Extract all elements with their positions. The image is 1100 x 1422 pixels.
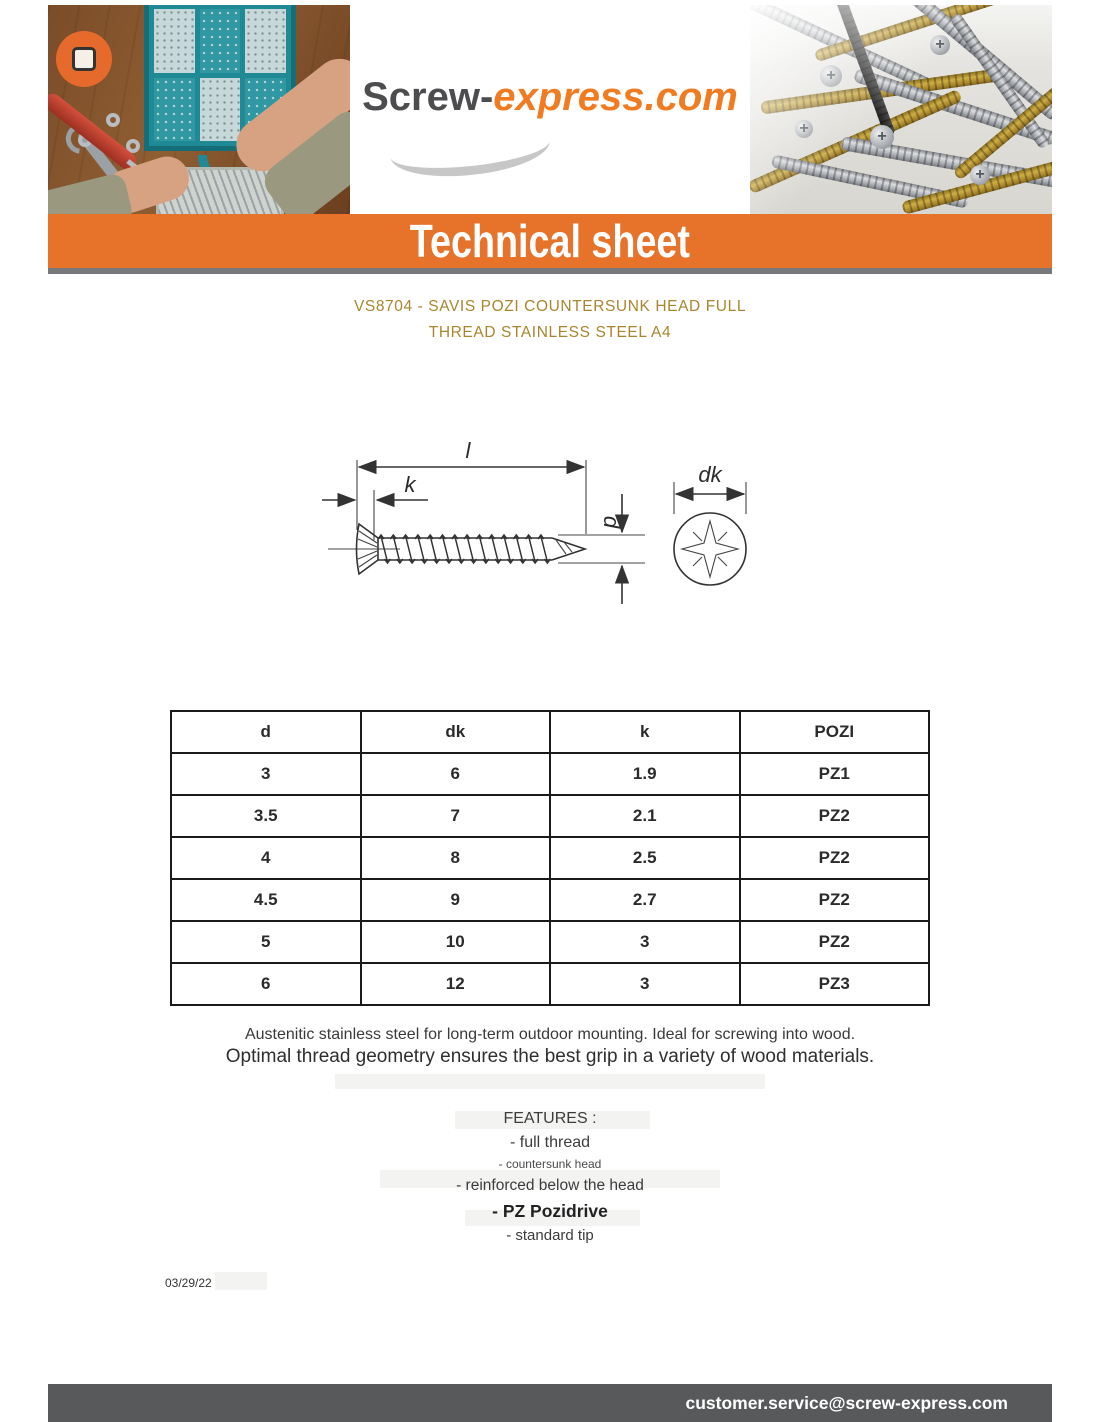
table-row [171, 753, 929, 795]
cell-k: 1.9 [550, 753, 740, 795]
cell-pozi: PZ2 [740, 837, 930, 879]
cell-dk: 9 [361, 879, 551, 921]
cell-d: 4.5 [171, 879, 361, 921]
header [48, 5, 1052, 214]
col-header-d: d [171, 711, 361, 753]
dim-label-k: k [404, 472, 416, 497]
cell-dk: 8 [361, 837, 551, 879]
cell-k: 3 [550, 963, 740, 1005]
product-title-line2: THREAD STAINLESS STEEL A4 [428, 324, 672, 341]
photo-fade [750, 5, 1052, 214]
features-section [0, 1110, 1100, 1244]
translation-artifact [215, 1272, 267, 1290]
technical-sheet-banner [48, 214, 1052, 268]
spec-table [170, 710, 930, 1006]
cell-dk: 12 [361, 963, 551, 1005]
table-row [171, 921, 929, 963]
cell-pozi: PZ2 [740, 879, 930, 921]
spec-table-header-row [171, 711, 929, 753]
brand-logo-part1: Screw- [362, 75, 494, 119]
cell-pozi: PZ1 [740, 753, 930, 795]
feature-item: - standard tip [506, 1227, 594, 1244]
logo-zone [350, 5, 750, 214]
sleeve-shape [48, 172, 135, 214]
product-title-line1: VS8704 - SAVIS POZI COUNTERSUNK HEAD FULL [353, 298, 747, 315]
cell-dk: 7 [361, 795, 551, 837]
dim-label-dk: dk [698, 462, 722, 487]
cell-k: 2.1 [550, 795, 740, 837]
description-line2: Optimal thread geometry ensures the best grip in a variety of wood materials. [225, 1046, 875, 1067]
dim-label-d: d [599, 515, 624, 529]
screw-drawing-svg [300, 432, 760, 632]
screw-technical-drawing [300, 432, 760, 632]
feature-item: - PZ Pozidrive [492, 1201, 608, 1221]
cell-dk: 10 [361, 921, 551, 963]
cell-d: 5 [171, 921, 361, 963]
col-header-pozi: POZI [740, 711, 930, 753]
feature-item: - reinforced below the head [456, 1177, 644, 1194]
workbench-photo [48, 5, 350, 214]
features-heading: FEATURES : [503, 1110, 597, 1127]
cell-k: 3 [550, 921, 740, 963]
cell-k: 2.7 [550, 879, 740, 921]
revision-date: 03/29/22 [165, 1276, 212, 1290]
col-header-k: k [550, 711, 740, 753]
cell-k: 2.5 [550, 837, 740, 879]
customer-service-email-link[interactable]: customer.service@screw-express.com [685, 1392, 1008, 1413]
brand-logo-part2: express.com [493, 75, 738, 119]
screwdriver-shape [48, 90, 139, 172]
table-row [171, 963, 929, 1005]
table-row [171, 795, 929, 837]
table-row [171, 879, 929, 921]
cell-d: 3 [171, 753, 361, 795]
feature-item: - countersunk head [498, 1157, 602, 1171]
logo-swoosh [388, 115, 553, 183]
cell-dk: 6 [361, 753, 551, 795]
cell-d: 3.5 [171, 795, 361, 837]
cell-pozi: PZ2 [740, 921, 930, 963]
cell-pozi: PZ3 [740, 963, 930, 1005]
screws-pile-photo [750, 5, 1052, 214]
table-row [171, 837, 929, 879]
banner-title: Technical sheet [409, 215, 691, 267]
dim-label-l: l [465, 438, 471, 463]
banner-underline [48, 268, 1052, 274]
description-line1: Austenitic stainless steel for long-term outdoor mounting. Ideal for screwing into wood. [244, 1026, 856, 1043]
feature-item: - full thread [509, 1134, 591, 1151]
col-header-dk: dk [361, 711, 551, 753]
tape-measure-shape [56, 31, 112, 87]
footer-bar [48, 1384, 1052, 1422]
translation-artifact [335, 1074, 765, 1089]
brand-logo [350, 75, 750, 120]
cell-d: 6 [171, 963, 361, 1005]
washer-shape [106, 113, 120, 127]
product-title [0, 294, 1100, 346]
pozidrive-recess [682, 521, 738, 577]
cell-d: 4 [171, 837, 361, 879]
cell-pozi: PZ2 [740, 795, 930, 837]
